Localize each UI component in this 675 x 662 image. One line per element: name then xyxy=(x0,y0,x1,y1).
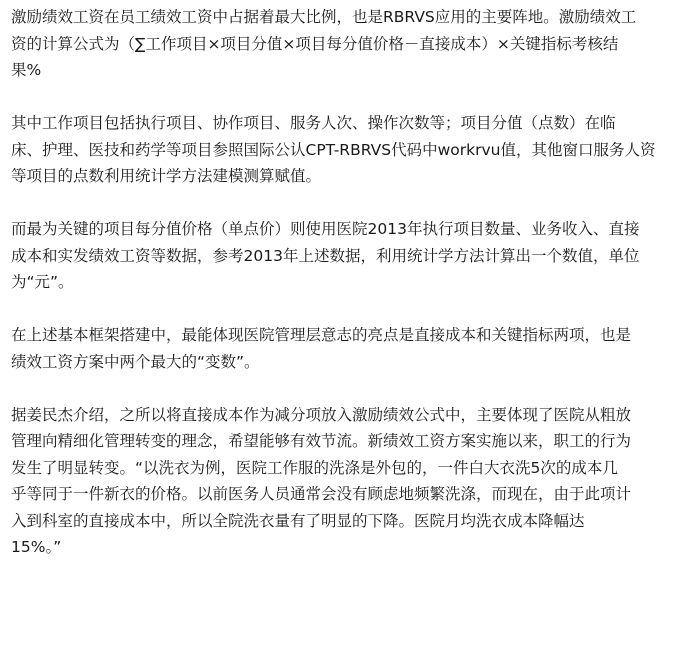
paragraph-line: 而最为关键的项目每分值价格（单点价）则使用医院2013年执行项目数量、业务收入、直接 xyxy=(11,220,640,238)
paragraph-line: 床、护理、医技和药学等项目参照国际公认CPT-RBRVS代码中workrvu值，其他窗口服务人资 xyxy=(11,140,656,159)
paragraph-line: 激励绩效工资在员工绩效工资中占据着最大比例，也是RBRVS应用的主要阵地。激励绩效工 xyxy=(11,8,637,26)
paragraph-line: 等项目的点数利用统计学方法建模测算赋值。 xyxy=(11,167,322,185)
paragraph-line: 管理向精细化管理转变的理念，希望能够有效节流。新绩效工资方案实施以来，职工的行为 xyxy=(11,432,632,450)
paragraph-interview xyxy=(11,402,669,561)
paragraph-line: 15%。” xyxy=(11,538,62,556)
paragraph-line: 绩效工资方案中两个最大的“变数”。 xyxy=(11,352,260,371)
article-body xyxy=(11,4,669,587)
paragraph-line: 据姜民杰介绍，之所以将直接成本作为减分项放入激励绩效公式中，主要体现了医院从粗放 xyxy=(11,405,632,424)
paragraph-line: 成本和实发绩效工资等数据，参考2013年上述数据，利用统计学方法计算出一个数值，单位 xyxy=(11,246,640,265)
paragraph-line: 资的计算公式为（∑工作项目×项目分值×项目每分值价格－直接成本）×关键指标考核结 xyxy=(11,34,619,53)
paragraph-line: 为“元”。 xyxy=(11,273,74,291)
paragraph-line: 发生了明显转变。“以洗衣为例，医院工作服的洗涤是外包的，一件白大衣洗5次的成本几 xyxy=(11,458,618,477)
paragraph-line: 乎等同于一件新衣的价格。以前医务人员通常会没有顾虑地频繁洗涤，而现在，由于此项计 xyxy=(11,485,632,503)
paragraph-line: 在上述基本框架搭建中，最能体现医院管理层意志的亮点是直接成本和关键指标两项，也是 xyxy=(11,326,632,344)
paragraph-line: 入到科室的直接成本中，所以全院洗衣量有了明显的下降。医院月均洗衣成本降幅达 xyxy=(11,511,585,530)
paragraph-highlights xyxy=(11,322,669,375)
paragraph-line: 其中工作项目包括执行项目、协作项目、服务人次、操作次数等；项目分值（点数）在临 xyxy=(11,114,616,132)
paragraph-formula xyxy=(11,4,669,84)
paragraph-line: 果% xyxy=(11,61,42,79)
paragraph-work-items xyxy=(11,110,669,190)
paragraph-unit-price xyxy=(11,216,669,296)
